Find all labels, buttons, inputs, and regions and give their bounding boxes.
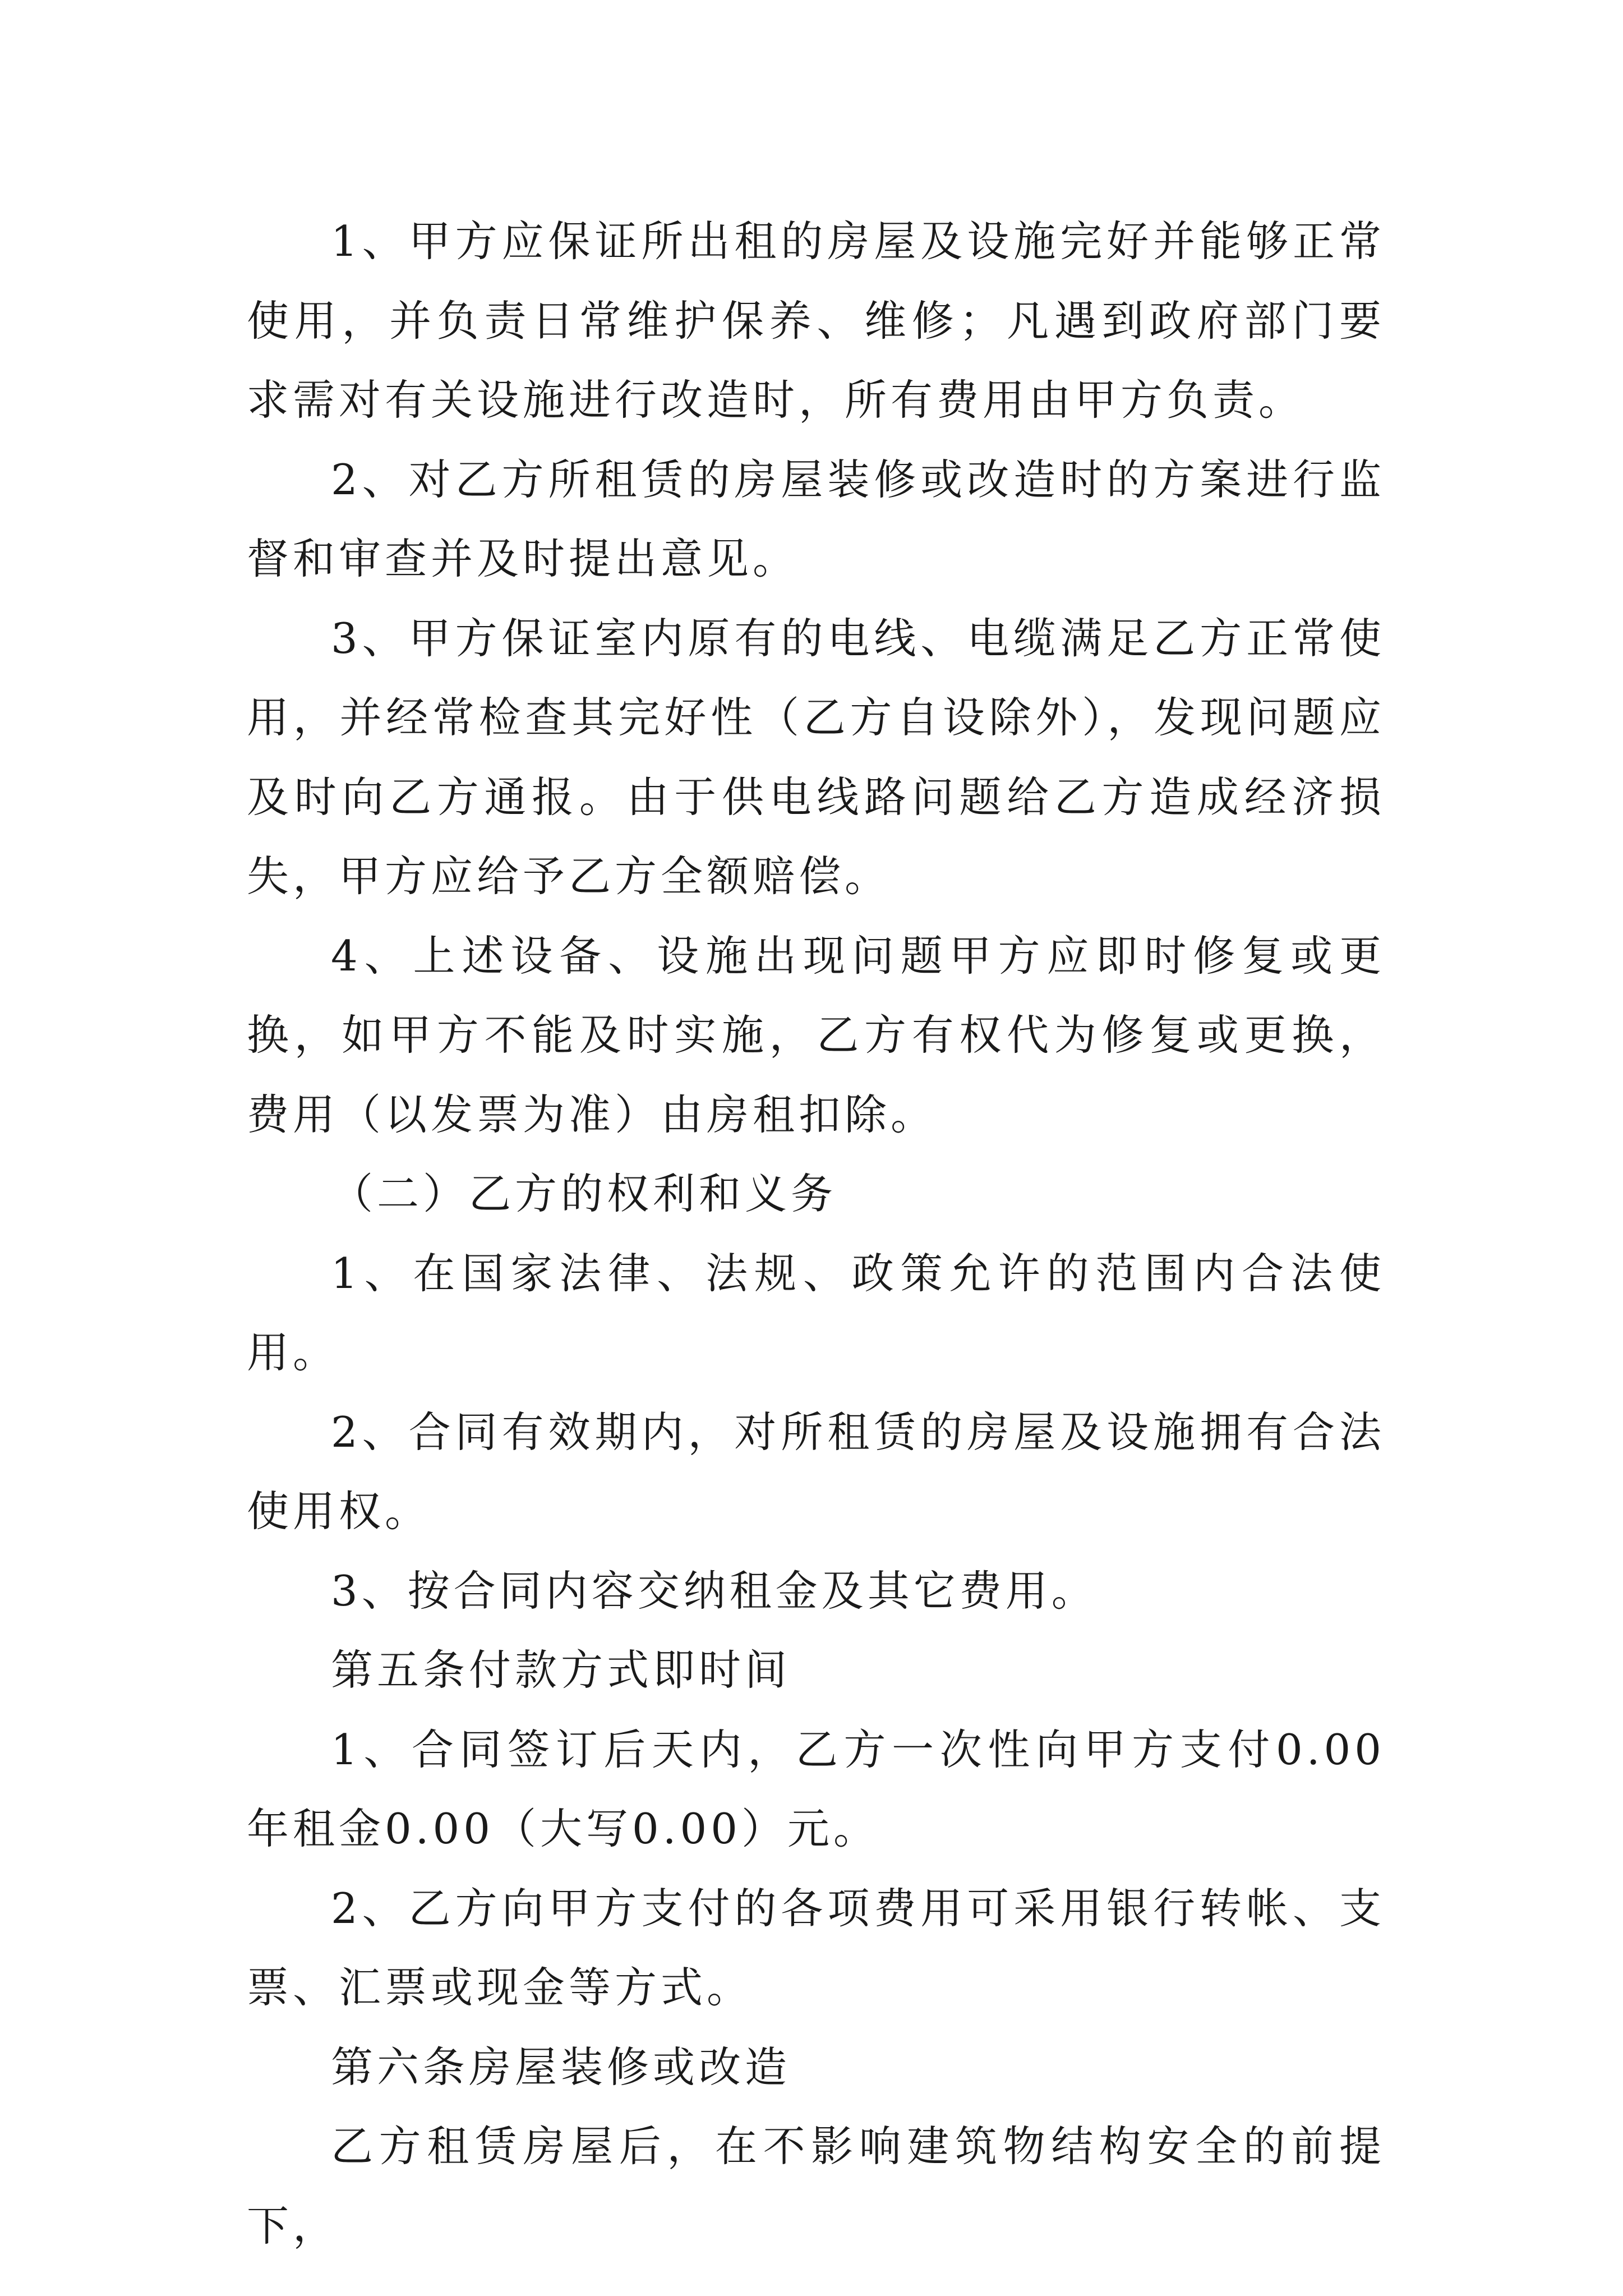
paragraph-payment-2: 2、乙方向甲方支付的各项费用可采用银行转帐、支票、汇票或现金等方式。 [247, 1883, 1385, 2012]
article-heading-renovation: 第六条房屋装修或改造 [331, 2042, 791, 2092]
paragraph-lessor-obligation-2: 2、对乙方所租赁的房屋装修或改造时的方案进行监督和审查并及时提出意见。 [247, 454, 1385, 583]
paragraph-lessee-right-1: 1、在国家法律、法规、政策允许的范围内合法使用。 [247, 1248, 1385, 1377]
document-body [247, 202, 1385, 2266]
paragraph-renovation-1: 乙方租赁房屋后，在不影响建筑物结构安全的前提下， [247, 2122, 1385, 2251]
section-heading-lessee-rights: （二）乙方的权利和义务 [331, 1169, 837, 1218]
paragraph-lessee-right-2: 2、合同有效期内，对所租赁的房屋及设施拥有合法使用权。 [247, 1407, 1385, 1536]
paragraph-lessor-obligation-4: 4、上述设备、设施出现问题甲方应即时修复或更换，如甲方不能及时实施，乙方有权代为修复或更换，费用（以发票为准）由房租扣除。 [247, 931, 1385, 1139]
paragraph-lessee-right-3: 3、按合同内容交纳租金及其它费用。 [331, 1566, 1098, 1616]
paragraph-payment-1: 1、合同签订后天内，乙方一次性向甲方支付0.00年租金0.00（大写0.00）元。 [247, 1724, 1385, 1853]
article-heading-payment: 第五条付款方式即时间 [331, 1645, 791, 1695]
paragraph-lessor-obligation-1: 1、甲方应保证所出租的房屋及设施完好并能够正常使用，并负责日常维护保养、维修；凡遇到政府部门要求需对有关设施进行改造时，所有费用由甲方负责。 [247, 217, 1385, 425]
paragraph-lessor-obligation-3: 3、甲方保证室内原有的电线、电缆满足乙方正常使用，并经常检查其完好性（乙方自设除外），发现问题应及时向乙方通报。由于供电线路问题给乙方造成经济损失，甲方应给予乙方全额赔偿。 [247, 613, 1385, 901]
